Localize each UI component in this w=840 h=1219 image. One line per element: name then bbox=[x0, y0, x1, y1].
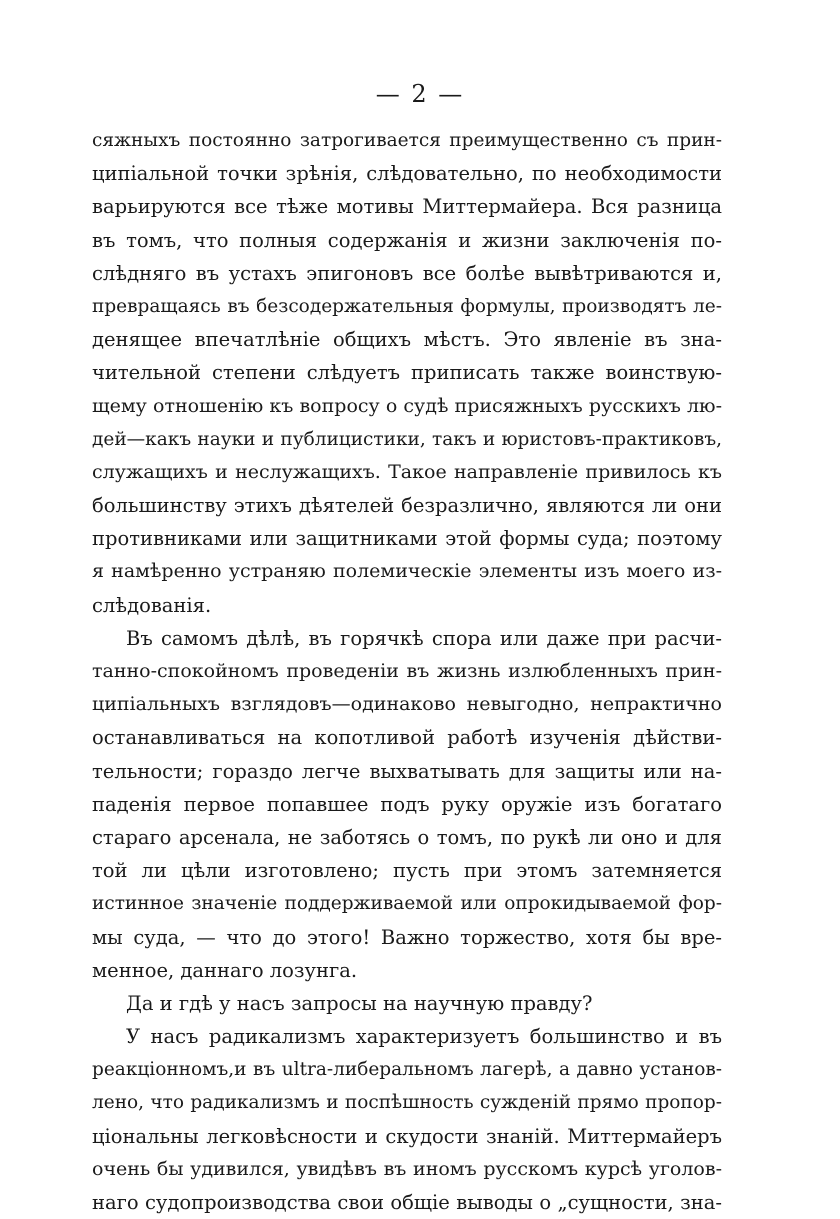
text-line: чительной степени слѣдуетъ приписать также воинствую- bbox=[92, 361, 722, 385]
text-line: ципіальной точки зрѣнія, слѣдовательно, по необходимости bbox=[92, 162, 722, 186]
text-line: ціональны легковѣсности и скудости знаній. Миттермайеръ bbox=[92, 1124, 722, 1148]
text-body bbox=[92, 124, 722, 1219]
paragraph-3 bbox=[92, 987, 722, 1020]
text-line: ципіальныхъ взглядовъ—одинаково невыгодно, непрактично bbox=[92, 693, 722, 716]
text-line: варьируются все тѣже мотивы Миттермайера. Вся разница bbox=[92, 195, 722, 219]
paragraph-1 bbox=[92, 124, 722, 622]
text-line: менное, даннаго лозунга. bbox=[92, 958, 358, 982]
text-line: У насъ радикализмъ характеризуетъ большинство и въ bbox=[126, 1025, 722, 1049]
text-line: дей—какъ науки и публицистики, такъ и юристовъ-практиковъ, bbox=[92, 428, 722, 450]
text-line: щему отношенію къ вопросу о судѣ присяжныхъ русскихъ лю- bbox=[92, 394, 722, 417]
text-line: противниками или защитниками этой формы суда; поэтому bbox=[92, 527, 722, 551]
text-line: я намѣренно устраняю полемическіе элементы изъ моего из- bbox=[92, 560, 722, 583]
text-line: реакціонномъ,и въ ultra-либеральномъ лагерѣ, а давно установ- bbox=[92, 1059, 722, 1081]
paragraph-2 bbox=[92, 622, 722, 987]
text-line: стараго арсенала, не заботясь о томъ, по рукѣ ли оно и для bbox=[92, 825, 722, 849]
text-line: той ли цѣли изготовлено; пусть при этомъ затемняется bbox=[92, 859, 722, 883]
text-line: наго судопроизводства свои общіе выводы о „сущности, зна- bbox=[92, 1191, 722, 1214]
text-line: большинству этихъ дѣятелей безразлично, являются ли они bbox=[92, 494, 722, 518]
text-line: останавливаться на копотливой работѣ изученія дѣйстви- bbox=[92, 726, 722, 750]
text-line: очень бы удивился, увидѣвъ въ иномъ русскомъ курсѣ уголов- bbox=[92, 1157, 722, 1180]
text-line: денящее впечатлѣніе общихъ мѣстъ. Это явленіе въ зна- bbox=[92, 328, 722, 352]
text-line: тельности; гораздо легче выхватывать для защиты или на- bbox=[92, 759, 722, 783]
paragraph-4 bbox=[92, 1020, 722, 1219]
text-line: паденія первое попавшее подъ руку оружіе изъ богатаго bbox=[92, 792, 722, 816]
page-number: — 2 — bbox=[375, 80, 465, 108]
text-line: лено, что радикализмъ и поспѣшность сужденій прямо пропор- bbox=[92, 1092, 722, 1114]
text-line: слѣдняго въ устахъ эпигоновъ все болѣе вывѣтриваются и, bbox=[92, 261, 722, 285]
text-line: танно-спокойномъ проведеніи въ жизнь излюбленныхъ прин- bbox=[92, 660, 722, 682]
text-line: истинное значеніе поддерживаемой или опрокидываемой фор- bbox=[92, 893, 722, 915]
text-line: сяжныхъ постоянно затрогивается преимущественно съ прин- bbox=[92, 130, 722, 151]
text-line: слѣдованія. bbox=[92, 593, 212, 617]
text-line: въ томъ, что полныя содержанія и жизни заключенія по- bbox=[92, 228, 722, 252]
text-line: превращаясь въ безсодержательныя формулы, производятъ ле- bbox=[92, 295, 722, 317]
text-line: служащихъ и неслужащихъ. Такое направленіе привилось къ bbox=[92, 460, 722, 483]
text-line: мы суда, — что до этого! Важно торжество, хотя бы вре- bbox=[92, 925, 722, 949]
text-line: Въ самомъ дѣлѣ, въ горячкѣ спора или даже при расчи- bbox=[126, 626, 722, 650]
text-line: Да и гдѣ у насъ запросы на научную правду? bbox=[126, 991, 593, 1015]
